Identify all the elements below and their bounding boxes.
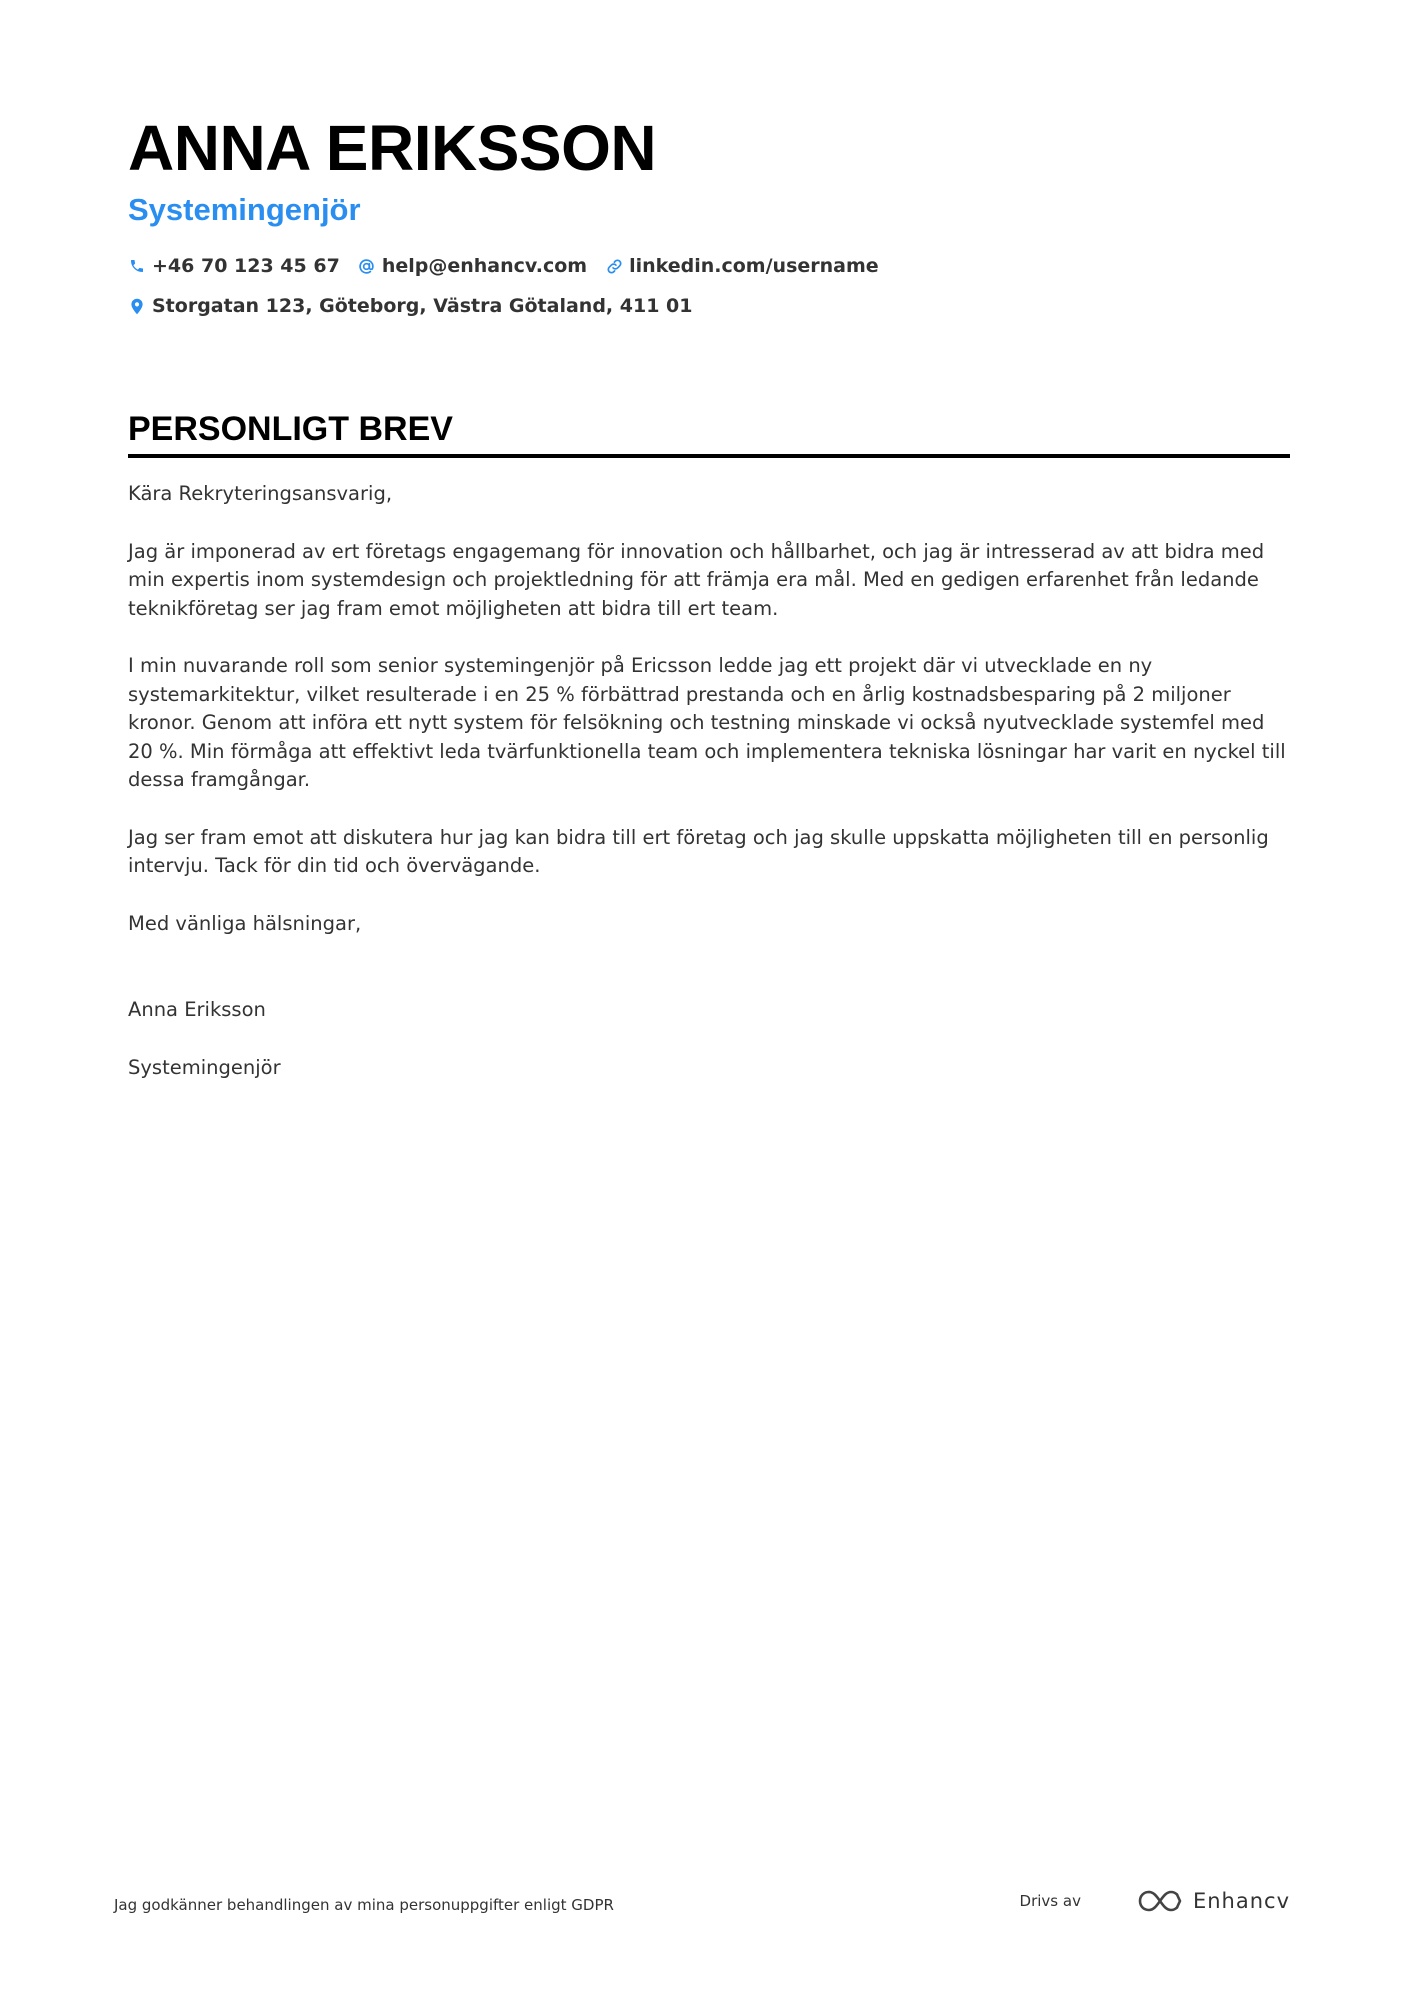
section-title: PERSONLIGT BREV bbox=[128, 410, 453, 448]
phone-icon bbox=[128, 257, 146, 275]
at-icon bbox=[358, 257, 376, 275]
signature-title: Systemingenjör bbox=[128, 1055, 281, 1079]
location-pin-icon bbox=[128, 297, 146, 315]
section-header bbox=[128, 408, 1290, 458]
link-icon bbox=[605, 257, 623, 275]
powered-by bbox=[1020, 1888, 1290, 1914]
linkedin-url[interactable]: linkedin.com/username bbox=[629, 255, 879, 277]
signature-name: Anna Eriksson bbox=[128, 998, 266, 1021]
applicant-title: Systemingenjör bbox=[128, 192, 361, 227]
phone-number[interactable]: +46 70 123 45 67 bbox=[152, 255, 340, 277]
infinity-logo-icon bbox=[1137, 1888, 1183, 1914]
email-address[interactable]: help@enhancv.com bbox=[381, 255, 588, 277]
gdpr-consent: Jag godkänner behandlingen av mina personuppgifter enligt GDPR bbox=[114, 1896, 614, 1914]
contact-info bbox=[128, 252, 1288, 332]
letter-closing: Med vänliga hälsningar, bbox=[128, 911, 362, 935]
contact-linkedin bbox=[605, 255, 879, 277]
brand-name: Enhancv bbox=[1192, 1889, 1290, 1913]
letter-header bbox=[128, 108, 1288, 317]
contact-phone bbox=[128, 255, 340, 277]
section-divider bbox=[128, 454, 1290, 458]
letter-paragraph-2: I min nuvarande roll som senior systemingenjör på Ericsson ledde jag ett projekt där vi utvecklade en ny systemarkitektur, vilket resulterade i en 25 % förbättrad prestanda och en årlig kostnadsbesparing på 2 miljoner kronor. Genom att införa ett nytt system för felsökning och testning minskade vi också nyutvecklade systemfel med 20 %. Min förmåga att effektivt leda tvärfunktionella team och implementera tekniska lösningar har varit en nyckel till dessa framgångar. bbox=[128, 654, 1286, 791]
powered-by-label: Drivs av bbox=[1019, 1892, 1081, 1910]
applicant-name: ANNA ERIKSSON bbox=[128, 112, 657, 184]
letter-paragraph-3: Jag ser fram emot att diskutera hur jag kan bidra till ert företag och jag skulle uppskatta möjligheten till en personlig intervju. Tack för din tid och övervägande. bbox=[128, 825, 1269, 877]
contact-row-secondary bbox=[128, 292, 1288, 320]
contact-row-primary bbox=[128, 252, 1288, 280]
enhancv-logo[interactable] bbox=[1137, 1888, 1290, 1914]
contact-email bbox=[358, 255, 587, 277]
contact-address bbox=[128, 295, 692, 317]
postal-address: Storgatan 123, Göteborg, Västra Götaland, 411 01 bbox=[152, 295, 693, 317]
letter-greeting: Kära Rekryteringsansvarig, bbox=[128, 482, 393, 505]
letter-body bbox=[128, 480, 1290, 1111]
letter-paragraph-1: Jag är imponerad av ert företags engagemang för innovation och hållbarhet, och jag är intresserad av att bidra med min expertis inom systemdesign och projektledning för att främja era mål. Med en gedigen erfarenhet från ledande teknikföretag ser jag fram emot möjligheten att bidra till ert team. bbox=[128, 539, 1265, 620]
